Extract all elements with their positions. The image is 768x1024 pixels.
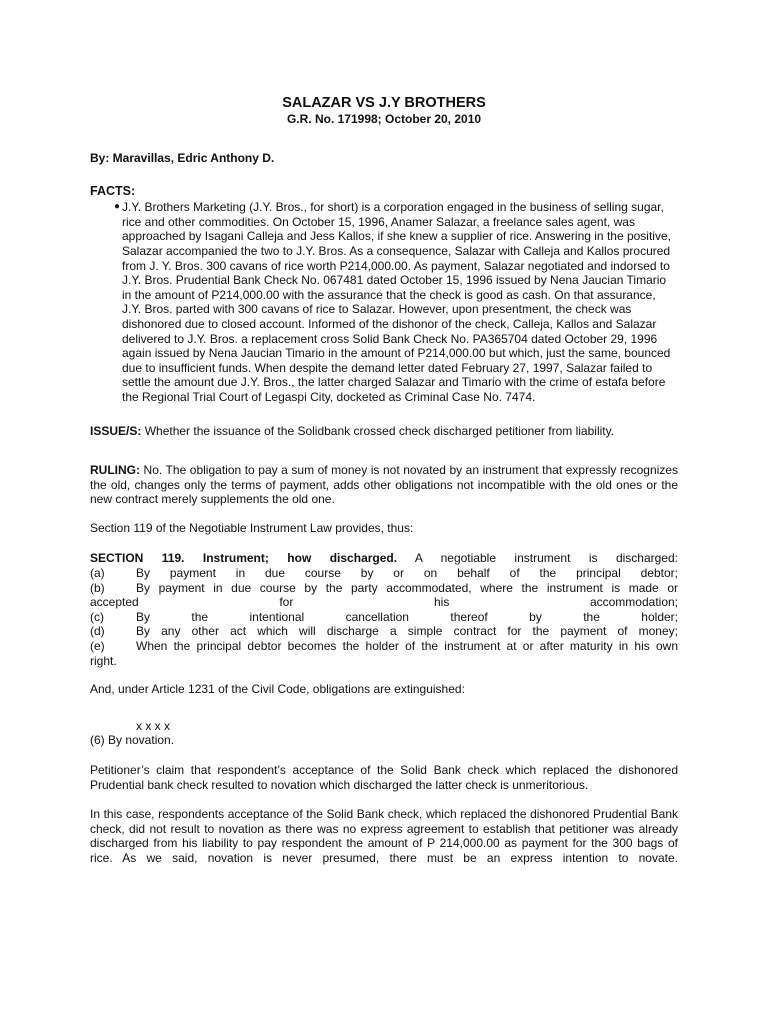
section-item-label: (c) [90, 609, 104, 624]
section-item [90, 610, 678, 625]
section-item-text: right. [90, 653, 117, 668]
section-item-text: accepted for his accommodation; [90, 595, 678, 610]
bullet-icon: ● [114, 201, 121, 213]
section-item [90, 639, 678, 654]
document-content [90, 94, 678, 866]
facts-text: J.Y. Brothers Marketing (J.Y. Bros., for short) is a corporation engaged in the business of selling sugar, rice and other commodities. On October 15, 1996, Anamer Salazar, a freelance sales agent, was approached by Isagani Calleja and Jess Kallos, if she knew a supplier of rice. Answering in the positive, Salazar accompanied the two to J.Y. Bros. As a consequence, Salazar with Calleja and Kallos procured from J. Y. Bros. 300 cavans of rice worth P214,000.00. As payment, Salazar negotiated and indorsed to J.Y. Bros. Prudential Bank Check No. 067481 dated October 15, 1996 issued by Nena Jaucian Timario in the amount of P214,000.00 with the assurance that the check is good as cash. On that assurance, J.Y. Bros. parted with 300 cavans of rice to Salazar. However, upon presentment, the check was dishonored due to closed account. Informed of the dishonor of the check, Calleja, Kallos and Salazar delivered to J.Y. Bros. a replacement cross Solid Bank Check No. PA365704 dated October 29, 1996 again issued by Nena Jaucian Timario in the amount of P214,000.00 but which, just the same, bounced due to insufficient funds. When despite the demand letter dated February 27, 1997, Salazar failed to settle the amount due J.Y. Bros., the latter charged Salazar and Timario with the crime of estafa before the Regional Trial Court of Legaspi City, docketed as Criminal Case No. 7474. [122, 200, 671, 404]
issue-paragraph [90, 424, 678, 439]
issue-text: Whether the issuance of the Solidbank crossed check discharged petitioner from liability. [141, 423, 615, 438]
section-item-text: When the principal debtor becomes the holder of the instrument at or after maturity in his own [136, 639, 678, 654]
facts-heading: FACTS: [90, 183, 136, 198]
in-this-case-paragraph: In this case, respondents acceptance of the Solid Bank check, which replaced the dishonored Prudential Bank check, did not result to novation as there was no express agreement to establish that petitioner was already discharged from his liability to pay respondent the amount of P 214,000.00 as payment for the 300 bags of rice. As we said, novation is never presumed, there must be an express intention to novate. [90, 807, 678, 865]
claim-paragraph: Petitioner’s claim that respondent’s acceptance of the Solid Bank check which replaced the dishonored Prudential bank check resulted to novation which discharged the latter check is unmeritorious. [90, 763, 678, 792]
section-heading: SECTION 119. Instrument; how discharged. [90, 551, 398, 566]
section-item-label: (b) [90, 580, 105, 595]
section-item-text: By payment in due course by or on behalf of the principal debtor; [136, 566, 678, 581]
section-119-block [90, 551, 678, 668]
section-heading-line [90, 551, 678, 566]
ruling-label: RULING: [90, 463, 140, 478]
ruling-paragraph [90, 463, 678, 507]
novation-item: (6) By novation. [90, 733, 175, 748]
section-intro: Section 119 of the Negotiable Instrument Law provides, thus: [90, 520, 414, 535]
omission-mark: x x x x [136, 718, 171, 733]
section-item-label: (a) [90, 566, 105, 581]
section-item [90, 624, 678, 639]
section-item-label: (e) [90, 639, 105, 654]
list-item [90, 200, 678, 404]
section-item-text: By payment in due course by the party accommodated, where the instrument is made or [136, 580, 678, 595]
issue-label: ISSUE/S: [90, 423, 142, 438]
section-item [90, 581, 678, 596]
author-line: By: Maravillas, Edric Anthony D. [90, 151, 275, 165]
section-item-label: (d) [90, 624, 105, 639]
section-lead: A negotiable instrument is discharged: [397, 551, 678, 566]
section-items [90, 566, 678, 668]
section-item [90, 654, 678, 669]
ruling-text: No. The obligation to pay a sum of money is not novated by an instrument that expressly recognizes the old, changes only the terms of payment, adds other obligations not incompatible with the old ones or the new contract merely supplements the old one. [90, 463, 678, 507]
section-item [90, 566, 678, 581]
case-citation: G.R. No. 171998; October 20, 2010 [286, 112, 482, 126]
facts-list [90, 200, 678, 404]
section-item [90, 595, 678, 610]
article-intro: And, under Article 1231 of the Civil Code, obligations are extinguished: [90, 682, 465, 697]
case-title: SALAZAR VS J.Y BROTHERS [282, 95, 486, 111]
section-item-text: By any other act which will discharge a simple contract for the payment of money; [136, 624, 678, 639]
section-item-text: By the intentional cancellation thereof by the holder; [136, 609, 678, 624]
